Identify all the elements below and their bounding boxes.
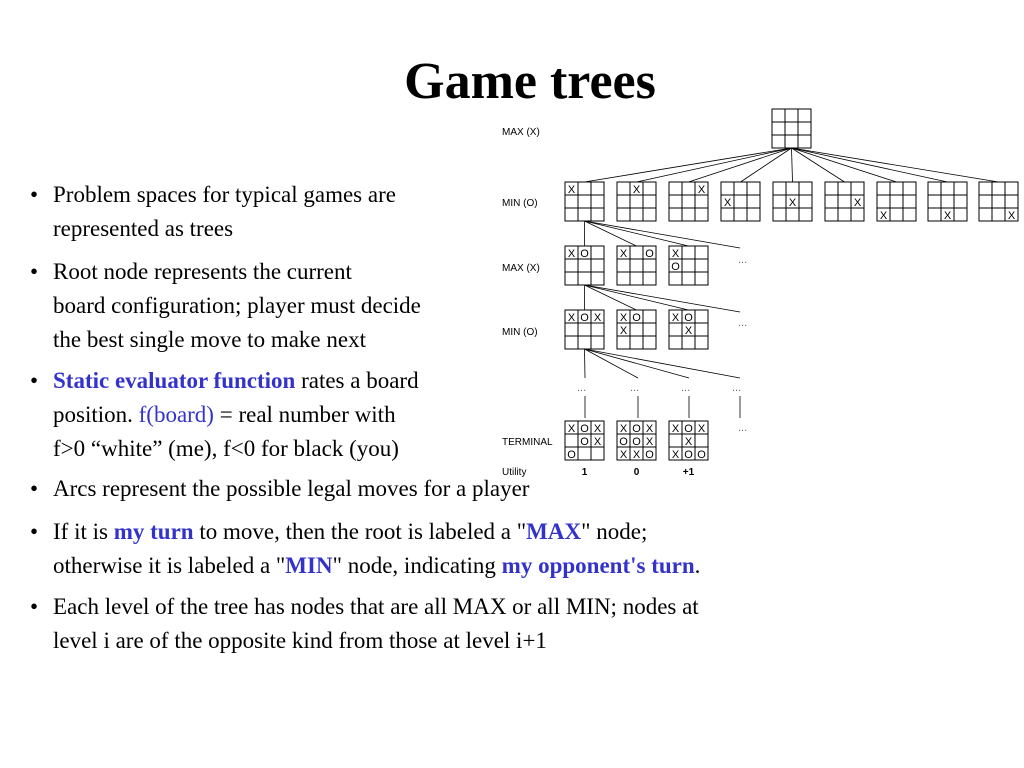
- board-mark: X: [567, 423, 576, 435]
- board-mark: X: [788, 197, 797, 209]
- bullet-run: Arcs represent the possible legal moves for a player: [53, 476, 530, 501]
- bullet-text: [53, 515, 700, 583]
- tree-edge: [637, 148, 792, 182]
- board-mark: X: [645, 436, 654, 448]
- level-label: TERMINAL: [502, 437, 553, 448]
- bullet-run: position.: [53, 402, 139, 427]
- bullet-glyph: •: [30, 476, 39, 501]
- board-mark: X: [619, 312, 628, 324]
- min-board: [669, 182, 708, 221]
- level-label: MIN (O): [502, 198, 538, 209]
- bullet-line: [53, 432, 419, 466]
- board-mark: X: [619, 449, 628, 461]
- root-board: [772, 109, 811, 148]
- utility-value: +1: [682, 467, 695, 478]
- bullet-line: [53, 590, 699, 624]
- bullet-run: f>0 “white” (me), f<0 for black (you): [53, 436, 399, 461]
- board-mark: X: [853, 197, 862, 209]
- board-mark: O: [619, 436, 628, 448]
- board-mark: X: [879, 210, 888, 222]
- max-board: [565, 246, 604, 285]
- min2-board: [565, 310, 604, 349]
- ellipsis: ...: [630, 382, 640, 394]
- utility-value: 0: [633, 467, 640, 478]
- bullet-run: otherwise it is labeled a ": [53, 553, 286, 578]
- tree-edge: [585, 349, 586, 378]
- bullet-glyph: •: [30, 519, 39, 544]
- bullet-run: level i are of the opposite kind from those at level i+1: [53, 628, 547, 653]
- bullet-text: [53, 472, 529, 506]
- tree-edge: [741, 148, 792, 182]
- bullet-text: [53, 255, 421, 357]
- tree-edge: [585, 221, 637, 246]
- bullet-glyph: •: [30, 182, 39, 207]
- ellipsis: ...: [732, 382, 742, 394]
- bullet-line: [53, 212, 396, 246]
- bullet-run: to move, then the root is labeled a ": [193, 519, 527, 544]
- bullet-line: [53, 255, 421, 289]
- tree-edge: [585, 349, 690, 378]
- bullet-run: .: [694, 553, 701, 578]
- bullet-run: If it is: [53, 519, 114, 544]
- board-mark: X: [593, 436, 602, 448]
- tree-edge: [792, 148, 948, 182]
- bullet-line: [53, 323, 421, 357]
- ellipsis: ...: [738, 422, 748, 434]
- tree-edge: [792, 148, 999, 182]
- tree-edge: [792, 148, 845, 182]
- board-mark: X: [632, 184, 641, 196]
- board-mark: X: [697, 184, 706, 196]
- board-mark: O: [580, 436, 589, 448]
- bullet-glyph: •: [30, 594, 39, 619]
- bullet-run: = real number with: [213, 402, 396, 427]
- tree-edge: [792, 148, 793, 182]
- bullet-run: " node;: [581, 519, 648, 544]
- min-board: [979, 182, 1018, 222]
- board-mark: O: [684, 449, 693, 461]
- ellipsis: ...: [681, 382, 691, 394]
- terminal-board: [617, 421, 656, 461]
- bullet-run: Each level of the tree has nodes that are all MAX or all MIN; nodes at: [53, 594, 699, 619]
- bullet-line: [53, 624, 699, 658]
- bullet-run: Problem spaces for typical games are: [53, 182, 396, 207]
- board-mark: X: [567, 312, 576, 324]
- tree-edge: [585, 349, 639, 378]
- tree-edge: [585, 285, 689, 310]
- bullet-line: [53, 515, 700, 549]
- terminal-board: [565, 421, 604, 461]
- tree-edge: [585, 349, 741, 378]
- max-board: [617, 246, 656, 285]
- board-mark: X: [671, 248, 680, 260]
- min-board: [773, 182, 812, 221]
- board-mark: O: [697, 449, 706, 461]
- slide-title: Game trees: [404, 53, 656, 110]
- utility-value: 1: [581, 467, 588, 478]
- board-mark: X: [645, 423, 654, 435]
- board-mark: O: [632, 436, 641, 448]
- bullet-run: Root node represents the current: [53, 259, 352, 284]
- min2-board: [617, 310, 656, 349]
- bullet-line: [53, 398, 419, 432]
- ellipsis: ...: [738, 317, 748, 329]
- min-board: [928, 182, 967, 222]
- board-mark: O: [684, 312, 693, 324]
- tree-edge: [585, 148, 792, 182]
- tree-edge: [792, 148, 897, 182]
- min2-board: [669, 310, 708, 349]
- board-mark: X: [723, 197, 732, 209]
- bullet-line: [53, 549, 700, 583]
- bullet-text: [53, 590, 699, 658]
- board-mark: X: [619, 248, 628, 260]
- board-mark: X: [567, 248, 576, 260]
- board-mark: O: [580, 423, 589, 435]
- highlighted-term: my turn: [113, 519, 194, 544]
- board-mark: O: [567, 449, 576, 461]
- board-mark: X: [1007, 210, 1016, 222]
- tree-edge: [585, 221, 689, 246]
- tree-edge: [585, 221, 741, 248]
- board-mark: O: [580, 248, 589, 260]
- ellipsis: ...: [577, 382, 587, 394]
- board-mark: O: [645, 248, 654, 260]
- bullet-line: [53, 472, 529, 506]
- bullet-line: [53, 364, 419, 398]
- bullet-run: board configuration; player must decide: [53, 293, 421, 318]
- bullet-glyph: •: [30, 259, 39, 284]
- board-mark: O: [632, 312, 641, 324]
- bullet-text: [53, 364, 419, 466]
- min-board: [565, 182, 604, 221]
- highlighted-term: my opponent's turn: [501, 553, 695, 578]
- board-mark: X: [632, 449, 641, 461]
- bullet-line: [53, 289, 421, 323]
- board-mark: X: [593, 423, 602, 435]
- bullet-line: [53, 178, 396, 212]
- board-mark: X: [671, 449, 680, 461]
- board-mark: X: [684, 436, 693, 448]
- min-board: [825, 182, 864, 221]
- min-board: [877, 182, 916, 222]
- bullet-glyph: •: [30, 368, 39, 393]
- max-board: [669, 246, 708, 285]
- bullet-run: the best single move to make next: [53, 327, 366, 352]
- bullet-run: represented as trees: [53, 216, 234, 241]
- board-mark: X: [619, 423, 628, 435]
- tree-edge: [689, 148, 792, 182]
- terminal-board: [669, 421, 708, 461]
- tree-edge: [585, 285, 637, 310]
- tree-edge: [585, 285, 741, 312]
- board-mark: X: [671, 423, 680, 435]
- board-mark: X: [671, 312, 680, 324]
- bullet-run: rates a board: [295, 368, 419, 393]
- bullet-text: [53, 178, 396, 246]
- min-board: [617, 182, 656, 221]
- level-label: Utility: [502, 467, 527, 478]
- board-mark: O: [580, 312, 589, 324]
- level-label: MAX (X): [502, 263, 540, 274]
- level-label: MAX (X): [502, 127, 540, 138]
- board-mark: X: [593, 312, 602, 324]
- board-mark: X: [697, 423, 706, 435]
- board-mark: X: [619, 325, 628, 337]
- bullet-run: " node, indicating: [332, 553, 502, 578]
- highlighted-term: f(board): [138, 402, 214, 427]
- board-mark: O: [671, 261, 680, 273]
- ellipsis: ...: [738, 254, 748, 266]
- level-label: MIN (O): [502, 327, 538, 338]
- highlighted-term: MAX: [526, 519, 582, 544]
- board-mark: X: [567, 184, 576, 196]
- board-mark: O: [645, 449, 654, 461]
- board-mark: O: [684, 423, 693, 435]
- highlighted-term: Static evaluator function: [53, 368, 296, 393]
- game-tree-diagram: [495, 100, 1020, 485]
- min-board: [721, 182, 760, 221]
- board-mark: X: [943, 210, 952, 222]
- highlighted-term: MIN: [285, 553, 333, 578]
- board-mark: X: [684, 325, 693, 337]
- board-mark: O: [632, 423, 641, 435]
